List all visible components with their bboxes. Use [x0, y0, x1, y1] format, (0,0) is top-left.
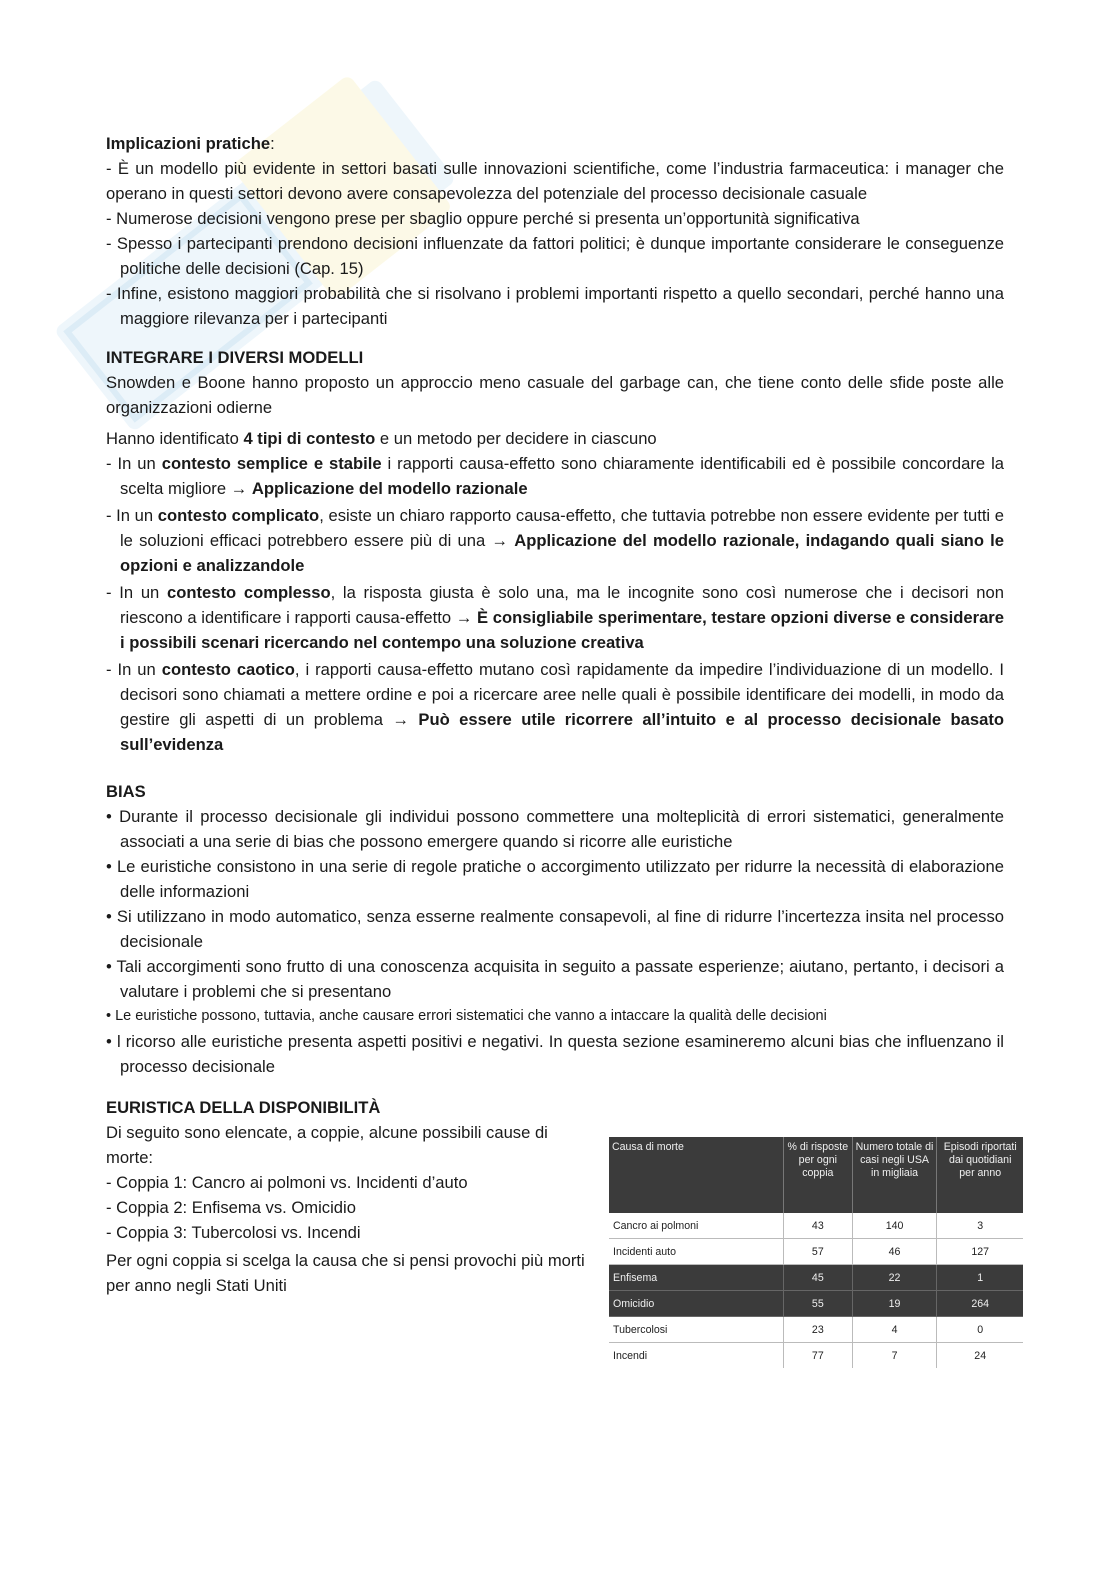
table-header: Numero totale di casi negli USA in migliaia [852, 1137, 937, 1213]
table-cell-pct: 55 [784, 1291, 853, 1317]
context-result: Applicazione del modello razionale [251, 479, 528, 498]
context-text: - In un [106, 506, 158, 525]
table-cell-cause: Incendi [609, 1343, 784, 1369]
bias-bullet: • Le euristiche consistono in una serie di regole pratiche o accorgimento utilizzato per ridurre la necessità di elaborazione delle informazioni [106, 857, 1004, 901]
integrare-lead [106, 426, 1004, 451]
bias-bullet: • Durante il processo decisionale gli individui possono commettere una molteplicità di errori sistematici, generalmente associati a una serie di bias che possono emergere quando si ricorre alle euristiche [106, 807, 1004, 851]
table-cell-total: 46 [852, 1239, 937, 1265]
context-text: , esiste un chiaro rapporto causa-effetto, che tuttavia potrebbe non essere evidente per tutti e le soluzioni efficaci potrebbero essere più di una → [120, 506, 1004, 550]
table-cell-total: 140 [852, 1213, 937, 1239]
context-result: È consigliabile sperimentare, testare opzioni diverse e considerare i possibili scenari ricercando nel contempo una soluzione creativa [120, 608, 1004, 652]
table-cell-cause: Incidenti auto [609, 1239, 784, 1265]
table-cell-news: 0 [937, 1317, 1023, 1343]
bias-bullet: • Si utilizzano in modo automatico, senza esserne realmente consapevoli, al fine di ridurre l’incertezza insita nel processo decisionale [106, 907, 1004, 951]
context-text: , la risposta giusta è solo una, ma le incognite sono così numerose che i decisori non riescono a identificare i rapporti causa-effetto → [120, 583, 1004, 627]
causes-of-death-table [609, 1137, 1023, 1368]
table-cell-pct: 45 [784, 1265, 853, 1291]
table-cell-news: 264 [937, 1291, 1023, 1317]
context-result: Può essere utile ricorrere all’intuito e al processo decisionale basato sull’evidenza [120, 710, 1005, 754]
euristica-pair: - Coppia 3: Tubercolosi vs. Incendi [106, 1223, 361, 1242]
lead-bold: 4 tipi di contesto [243, 429, 376, 448]
table-cell-total: 22 [852, 1265, 937, 1291]
heading-colon: : [270, 134, 275, 153]
table-row [609, 1265, 1023, 1291]
table-header: Episodi riportati dai quotidiani per anno [937, 1137, 1023, 1213]
table-cell-news: 1 [937, 1265, 1023, 1291]
euristica-pair: - Coppia 2: Enfisema vs. Omicidio [106, 1198, 356, 1217]
table-cell-cause: Tubercolosi [609, 1317, 784, 1343]
table-cell-cause: Cancro ai polmoni [609, 1213, 784, 1239]
table-row [609, 1291, 1023, 1317]
table-row [609, 1343, 1023, 1369]
euristica-heading: EURISTICA DELLA DISPONIBILITÀ [106, 1098, 381, 1117]
context-text: , i rapporti causa-effetto mutano così rapidamente da impedire l’individuazione di un modello. I decisori sono chiamati a mettere ordine e poi a ricercare aree nelle quali è possibile identificare dei modelli, in modo da gestire gli aspetti di un problema → [120, 660, 1004, 729]
table-cell-pct: 77 [784, 1343, 853, 1369]
table-row [609, 1317, 1023, 1343]
table-cell-pct: 43 [784, 1213, 853, 1239]
document-body [106, 131, 1004, 1298]
table-cell-total: 4 [852, 1317, 937, 1343]
table-cell-news: 3 [937, 1213, 1023, 1239]
context-item [106, 503, 1004, 578]
table-cell-total: 7 [852, 1343, 937, 1369]
implicazioni-item: - Spesso i partecipanti prendono decisioni influenzate da fattori politici; è dunque importante considerare le conseguenze politiche delle decisioni (Cap. 15) [106, 234, 1004, 278]
table-row [609, 1213, 1023, 1239]
integrare-heading: INTEGRARE I DIVERSI MODELLI [106, 348, 364, 367]
implicazioni-item: - È un modello più evidente in settori basati sulle innovazioni scientifiche, come l’industria farmaceutica: i manager che operano in questi settori devono avere consapevolezza del potenziale del processo decisionale casuale [106, 159, 1004, 203]
table-cell-cause: Omicidio [609, 1291, 784, 1317]
table-header-row [609, 1137, 1023, 1213]
bias-bullet: • l ricorso alle euristiche presenta aspetti positivi e negativi. In questa sezione esamineremo alcuni bias che influenzano il processo decisionale [106, 1032, 1004, 1076]
lead-text: e un metodo per decidere in ciascuno [375, 429, 657, 448]
table-cell-pct: 23 [784, 1317, 853, 1343]
context-item [106, 657, 1004, 757]
implicazioni-heading-line [106, 131, 1004, 156]
bias-bullet: • Le euristiche possono, tuttavia, anche causare errori sistematici che vanno a intaccare la qualità delle decisioni [106, 1008, 827, 1024]
table-cell-cause: Enfisema [609, 1265, 784, 1291]
table-header: % di risposte per ogni coppia [784, 1137, 853, 1213]
context-text: i rapporti causa-effetto sono chiaramente identificabili ed è possibile concordare la scelta migliore → [120, 454, 1004, 498]
table-header: Causa di morte [609, 1137, 784, 1213]
integrare-intro: Snowden e Boone hanno proposto un approccio meno casuale del garbage can, che tiene conto delle sfide poste alle organizzazioni odierne [106, 373, 1004, 417]
implicazioni-item: - Infine, esistono maggiori probabilità che si risolvano i problemi importanti rispetto a quello secondari, perché hanno una maggiore rilevanza per i partecipanti [106, 284, 1004, 328]
context-name: contesto complicato [157, 506, 320, 525]
table-cell-total: 19 [852, 1291, 937, 1317]
causes-table-container [609, 1137, 1023, 1368]
context-name: contesto caotico [161, 660, 295, 679]
euristica-pair: - Coppia 1: Cancro ai polmoni vs. Incidenti d’auto [106, 1173, 468, 1192]
context-text: - In un [106, 660, 162, 679]
context-text: - In un [106, 454, 162, 473]
context-name: contesto semplice e stabile [161, 454, 382, 473]
bias-heading: BIAS [106, 782, 146, 801]
euristica-question: Per ogni coppia si scelga la causa che si pensi provochi più morti per anno negli Stati Uniti [106, 1251, 585, 1295]
euristica-column [106, 1095, 596, 1298]
context-text: - In un [106, 583, 168, 602]
lead-text: Hanno identificato [106, 429, 244, 448]
table-cell-news: 127 [937, 1239, 1023, 1265]
context-item [106, 451, 1004, 501]
bias-bullet: • Tali accorgimenti sono frutto di una conoscenza acquisita in seguito a passate esperienze; aiutano, pertanto, i decisori a valutare i problemi che si presentano [106, 957, 1004, 1001]
context-name: contesto complesso [167, 583, 331, 602]
context-item [106, 580, 1004, 655]
table-cell-pct: 57 [784, 1239, 853, 1265]
euristica-intro: Di seguito sono elencate, a coppie, alcune possibili cause di morte: [106, 1123, 548, 1167]
table-row [609, 1239, 1023, 1265]
implicazioni-heading: Implicazioni pratiche [106, 134, 271, 153]
table-cell-news: 24 [974, 1349, 987, 1362]
context-result: Applicazione del modello razionale, indagando quali siano le opzioni e analizzandole [120, 531, 1005, 575]
implicazioni-item: - Numerose decisioni vengono prese per sbaglio oppure perché si presenta un’opportunità significativa [106, 209, 860, 228]
